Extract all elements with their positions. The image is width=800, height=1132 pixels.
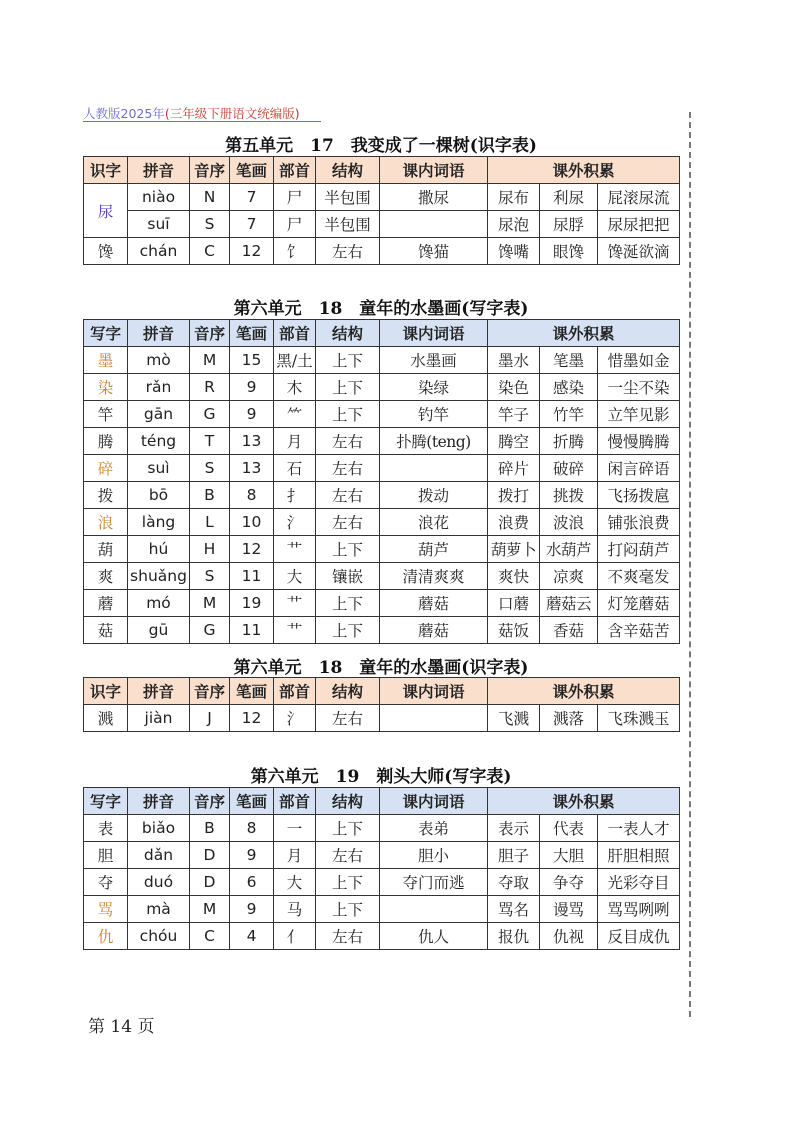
- col-header: 部首: [274, 788, 316, 815]
- char-cell: 葫: [84, 536, 128, 563]
- col-header: 结构: [316, 788, 380, 815]
- col-header: 识字: [84, 678, 128, 705]
- ext-cell: 馋涎欲滴: [598, 238, 680, 265]
- strokes-cell: 13: [230, 428, 274, 455]
- strokes-cell: 11: [230, 617, 274, 644]
- ext-cell: 拨打: [488, 482, 540, 509]
- ext-cell: 口蘑: [488, 590, 540, 617]
- ext-cell: 染色: [488, 374, 540, 401]
- publisher-header: [83, 104, 300, 122]
- ext-cell: 一尘不染: [598, 374, 680, 401]
- structure-cell: 左右: [316, 509, 380, 536]
- col-header: 结构: [316, 157, 380, 184]
- ext-cell: 葫萝卜: [488, 536, 540, 563]
- char-cell: 爽: [84, 563, 128, 590]
- ext-cell: 骂骂咧咧: [598, 896, 680, 923]
- ext-cell: 仇视: [540, 923, 598, 950]
- ext-cell: 眼馋: [540, 238, 598, 265]
- col-header: 课内词语: [380, 788, 488, 815]
- ext-cell: 飞扬拨扈: [598, 482, 680, 509]
- seq-cell: C: [190, 238, 230, 265]
- char-cell: 溅: [84, 705, 128, 732]
- col-header: 拼音: [128, 320, 190, 347]
- word-cell: 水墨画: [380, 347, 488, 374]
- word-cell: 表弟: [380, 815, 488, 842]
- structure-cell: 左右: [316, 705, 380, 732]
- word-cell: 馋猫: [380, 238, 488, 265]
- table-row: [84, 184, 680, 211]
- character-table: [83, 787, 680, 950]
- seq-cell: M: [190, 590, 230, 617]
- strokes-cell: 7: [230, 211, 274, 238]
- seq-cell: N: [190, 184, 230, 211]
- ext-cell: 破碎: [540, 455, 598, 482]
- ext-cell: 感染: [540, 374, 598, 401]
- ext-cell: 尿脬: [540, 211, 598, 238]
- char-cell: 仇: [84, 923, 128, 950]
- radical-cell: 艹: [274, 590, 316, 617]
- table-row: [84, 869, 680, 896]
- pinyin-cell: gān: [128, 401, 190, 428]
- col-header: 课内词语: [380, 157, 488, 184]
- ext-cell: 波浪: [540, 509, 598, 536]
- ext-cell: 竹竿: [540, 401, 598, 428]
- pinyin-cell: chán: [128, 238, 190, 265]
- word-cell: [380, 455, 488, 482]
- pinyin-cell: suī: [128, 211, 190, 238]
- ext-cell: 菇饭: [488, 617, 540, 644]
- col-header: 课外积累: [488, 788, 680, 815]
- ext-cell: 含辛菇苦: [598, 617, 680, 644]
- ext-cell: 不爽毫发: [598, 563, 680, 590]
- char-cell: 拨: [84, 482, 128, 509]
- table-row: [84, 428, 680, 455]
- table-row: [84, 923, 680, 950]
- seq-cell: G: [190, 617, 230, 644]
- structure-cell: 半包围: [316, 211, 380, 238]
- word-cell: [380, 705, 488, 732]
- radical-cell: 一: [274, 815, 316, 842]
- ext-cell: 光彩夺目: [598, 869, 680, 896]
- table-row: [84, 815, 680, 842]
- table-row: [84, 536, 680, 563]
- table-row: [84, 455, 680, 482]
- structure-cell: 左右: [316, 482, 380, 509]
- strokes-cell: 8: [230, 815, 274, 842]
- page-number: 第 14 页: [88, 1017, 155, 1037]
- table-row: [84, 509, 680, 536]
- char-cell: 胆: [84, 842, 128, 869]
- pinyin-cell: téng: [128, 428, 190, 455]
- word-cell: [380, 896, 488, 923]
- ext-cell: 竿子: [488, 401, 540, 428]
- table-row: [84, 842, 680, 869]
- pinyin-cell: hú: [128, 536, 190, 563]
- binding-dashed-line: [689, 112, 691, 1017]
- col-header: 结构: [316, 678, 380, 705]
- radical-cell: 饣: [274, 238, 316, 265]
- character-table: [83, 319, 680, 644]
- table-row: [84, 401, 680, 428]
- seq-cell: D: [190, 842, 230, 869]
- radical-cell: 月: [274, 842, 316, 869]
- word-cell: 蘑菇: [380, 617, 488, 644]
- ext-cell: 屁滚尿流: [598, 184, 680, 211]
- pinyin-cell: mó: [128, 590, 190, 617]
- col-header: 部首: [274, 320, 316, 347]
- ext-cell: 利尿: [540, 184, 598, 211]
- radical-cell: 尸: [274, 211, 316, 238]
- strokes-cell: 8: [230, 482, 274, 509]
- radical-cell: 大: [274, 869, 316, 896]
- pinyin-cell: bō: [128, 482, 190, 509]
- character-table: [83, 156, 680, 265]
- pinyin-cell: chóu: [128, 923, 190, 950]
- table-row: [84, 211, 680, 238]
- seq-cell: R: [190, 374, 230, 401]
- col-header: 课外积累: [488, 320, 680, 347]
- col-header: 课内词语: [380, 678, 488, 705]
- ext-cell: 飞珠溅玉: [598, 705, 680, 732]
- seq-cell: B: [190, 815, 230, 842]
- structure-cell: 左右: [316, 238, 380, 265]
- ext-cell: 报仇: [488, 923, 540, 950]
- ext-cell: 一表人才: [598, 815, 680, 842]
- ext-cell: 胆子: [488, 842, 540, 869]
- pinyin-cell: biǎo: [128, 815, 190, 842]
- ext-cell: 蘑菇云: [540, 590, 598, 617]
- word-cell: 胆小: [380, 842, 488, 869]
- radical-cell: 氵: [274, 705, 316, 732]
- section-title: 第五单元 17 我变成了一棵树(识字表): [225, 136, 537, 156]
- char-cell: 骂: [84, 896, 128, 923]
- word-cell: 仇人: [380, 923, 488, 950]
- char-cell: 染: [84, 374, 128, 401]
- radical-cell: 亻: [274, 923, 316, 950]
- word-cell: 清清爽爽: [380, 563, 488, 590]
- char-cell: 碎: [84, 455, 128, 482]
- radical-cell: 尸: [274, 184, 316, 211]
- seq-cell: T: [190, 428, 230, 455]
- strokes-cell: 7: [230, 184, 274, 211]
- seq-cell: S: [190, 211, 230, 238]
- table-header-row: [84, 678, 680, 705]
- seq-cell: S: [190, 563, 230, 590]
- ext-cell: 碎片: [488, 455, 540, 482]
- word-cell: 浪花: [380, 509, 488, 536]
- char-cell: 菇: [84, 617, 128, 644]
- ext-cell: 尿泡: [488, 211, 540, 238]
- pinyin-cell: jiàn: [128, 705, 190, 732]
- seq-cell: G: [190, 401, 230, 428]
- pinyin-cell: mà: [128, 896, 190, 923]
- ext-cell: 争夺: [540, 869, 598, 896]
- ext-cell: 表示: [488, 815, 540, 842]
- pinyin-cell: rǎn: [128, 374, 190, 401]
- char-cell: 浪: [84, 509, 128, 536]
- char-cell: 腾: [84, 428, 128, 455]
- radical-cell: 月: [274, 428, 316, 455]
- pinyin-cell: shuǎng: [128, 563, 190, 590]
- ext-cell: 闲言碎语: [598, 455, 680, 482]
- char-cell: 表: [84, 815, 128, 842]
- structure-cell: 镶嵌: [316, 563, 380, 590]
- seq-cell: M: [190, 347, 230, 374]
- strokes-cell: 9: [230, 401, 274, 428]
- radical-cell: 扌: [274, 482, 316, 509]
- strokes-cell: 13: [230, 455, 274, 482]
- structure-cell: 上下: [316, 896, 380, 923]
- col-header: 拼音: [128, 157, 190, 184]
- table-header-row: [84, 157, 680, 184]
- publisher-text: 人教版2025年: [83, 106, 165, 121]
- ext-cell: 大胆: [540, 842, 598, 869]
- strokes-cell: 12: [230, 705, 274, 732]
- radical-cell: 氵: [274, 509, 316, 536]
- col-header: 部首: [274, 678, 316, 705]
- strokes-cell: 6: [230, 869, 274, 896]
- table-header-row: [84, 320, 680, 347]
- structure-cell: 半包围: [316, 184, 380, 211]
- section-title: 第六单元 18 童年的水墨画(写字表): [233, 299, 529, 319]
- structure-cell: 上下: [316, 869, 380, 896]
- ext-cell: 反目成仇: [598, 923, 680, 950]
- table-header-row: [84, 788, 680, 815]
- seq-cell: C: [190, 923, 230, 950]
- strokes-cell: 11: [230, 563, 274, 590]
- structure-cell: 上下: [316, 590, 380, 617]
- radical-cell: 大: [274, 563, 316, 590]
- radical-cell: 艹: [274, 536, 316, 563]
- pinyin-cell: dǎn: [128, 842, 190, 869]
- radical-cell: 马: [274, 896, 316, 923]
- table-row: [84, 374, 680, 401]
- ext-cell: 惜墨如金: [598, 347, 680, 374]
- col-header: 课外积累: [488, 678, 680, 705]
- ext-cell: 夺取: [488, 869, 540, 896]
- structure-cell: 上下: [316, 374, 380, 401]
- ext-cell: 慢慢腾腾: [598, 428, 680, 455]
- radical-cell: ⺮: [274, 401, 316, 428]
- seq-cell: D: [190, 869, 230, 896]
- seq-cell: H: [190, 536, 230, 563]
- col-header: 音序: [190, 157, 230, 184]
- col-header: 课内词语: [380, 320, 488, 347]
- ext-cell: 水葫芦: [540, 536, 598, 563]
- word-cell: 撒尿: [380, 184, 488, 211]
- table-row: [84, 705, 680, 732]
- structure-cell: 上下: [316, 347, 380, 374]
- col-header: 笔画: [230, 320, 274, 347]
- col-header: 识字: [84, 157, 128, 184]
- radical-cell: 艹: [274, 617, 316, 644]
- col-header: 写字: [84, 320, 128, 347]
- char-cell: 竿: [84, 401, 128, 428]
- table-row: [84, 617, 680, 644]
- radical-cell: 木: [274, 374, 316, 401]
- strokes-cell: 12: [230, 238, 274, 265]
- strokes-cell: 9: [230, 896, 274, 923]
- col-header: 写字: [84, 788, 128, 815]
- pinyin-cell: mò: [128, 347, 190, 374]
- pinyin-cell: duó: [128, 869, 190, 896]
- col-header: 笔画: [230, 157, 274, 184]
- col-header: 拼音: [128, 678, 190, 705]
- char-cell: 馋: [84, 238, 128, 265]
- table-row: [84, 347, 680, 374]
- char-cell: 蘑: [84, 590, 128, 617]
- word-cell: 钓竿: [380, 401, 488, 428]
- ext-cell: 谩骂: [540, 896, 598, 923]
- char-cell: 夺: [84, 869, 128, 896]
- seq-cell: S: [190, 455, 230, 482]
- structure-cell: 上下: [316, 815, 380, 842]
- ext-cell: 飞溅: [488, 705, 540, 732]
- pinyin-cell: làng: [128, 509, 190, 536]
- col-header: 笔画: [230, 788, 274, 815]
- table-row: [84, 563, 680, 590]
- col-header: 拼音: [128, 788, 190, 815]
- ext-cell: 代表: [540, 815, 598, 842]
- pinyin-cell: gū: [128, 617, 190, 644]
- strokes-cell: 9: [230, 374, 274, 401]
- ext-cell: 骂名: [488, 896, 540, 923]
- structure-cell: 左右: [316, 455, 380, 482]
- table-row: [84, 896, 680, 923]
- word-cell: [380, 211, 488, 238]
- char-cell: 尿: [84, 184, 128, 238]
- structure-cell: 上下: [316, 536, 380, 563]
- section-title: 第六单元 18 童年的水墨画(识字表): [233, 658, 529, 678]
- header-underline: [83, 121, 321, 122]
- char-cell: 墨: [84, 347, 128, 374]
- strokes-cell: 9: [230, 842, 274, 869]
- strokes-cell: 4: [230, 923, 274, 950]
- structure-cell: 左右: [316, 923, 380, 950]
- strokes-cell: 19: [230, 590, 274, 617]
- word-cell: 夺门而逃: [380, 869, 488, 896]
- seq-cell: M: [190, 896, 230, 923]
- ext-cell: 爽快: [488, 563, 540, 590]
- pinyin-cell: suì: [128, 455, 190, 482]
- ext-cell: 肝胆相照: [598, 842, 680, 869]
- ext-cell: 铺张浪费: [598, 509, 680, 536]
- radical-cell: 石: [274, 455, 316, 482]
- ext-cell: 香菇: [540, 617, 598, 644]
- word-cell: 葫芦: [380, 536, 488, 563]
- ext-cell: 灯笼蘑菇: [598, 590, 680, 617]
- col-header: 音序: [190, 788, 230, 815]
- col-header: 课外积累: [488, 157, 680, 184]
- seq-cell: J: [190, 705, 230, 732]
- ext-cell: 浪费: [488, 509, 540, 536]
- table-row: [84, 590, 680, 617]
- ext-cell: 笔墨: [540, 347, 598, 374]
- section-title: 第六单元 19 剃头大师(写字表): [250, 767, 512, 787]
- grade-text: (三年级下册语文统编版): [164, 106, 300, 121]
- col-header: 笔画: [230, 678, 274, 705]
- col-header: 音序: [190, 678, 230, 705]
- seq-cell: L: [190, 509, 230, 536]
- word-cell: 拨动: [380, 482, 488, 509]
- radical-cell: 黑/土: [274, 347, 316, 374]
- ext-cell: 尿布: [488, 184, 540, 211]
- word-cell: 染绿: [380, 374, 488, 401]
- table-row: [84, 238, 680, 265]
- ext-cell: 打闷葫芦: [598, 536, 680, 563]
- structure-cell: 左右: [316, 842, 380, 869]
- word-cell: 扑腾(teng): [380, 428, 488, 455]
- ext-cell: 挑拨: [540, 482, 598, 509]
- strokes-cell: 12: [230, 536, 274, 563]
- ext-cell: 尿尿把把: [598, 211, 680, 238]
- structure-cell: 左右: [316, 428, 380, 455]
- col-header: 部首: [274, 157, 316, 184]
- structure-cell: 上下: [316, 401, 380, 428]
- col-header: 音序: [190, 320, 230, 347]
- ext-cell: 墨水: [488, 347, 540, 374]
- structure-cell: 上下: [316, 617, 380, 644]
- ext-cell: 溅落: [540, 705, 598, 732]
- strokes-cell: 15: [230, 347, 274, 374]
- strokes-cell: 10: [230, 509, 274, 536]
- ext-cell: 腾空: [488, 428, 540, 455]
- table-row: [84, 482, 680, 509]
- ext-cell: 折腾: [540, 428, 598, 455]
- seq-cell: B: [190, 482, 230, 509]
- ext-cell: 立竿见影: [598, 401, 680, 428]
- ext-cell: 馋嘴: [488, 238, 540, 265]
- pinyin-cell: niào: [128, 184, 190, 211]
- ext-cell: 凉爽: [540, 563, 598, 590]
- word-cell: 蘑菇: [380, 590, 488, 617]
- character-table: [83, 677, 680, 732]
- col-header: 结构: [316, 320, 380, 347]
